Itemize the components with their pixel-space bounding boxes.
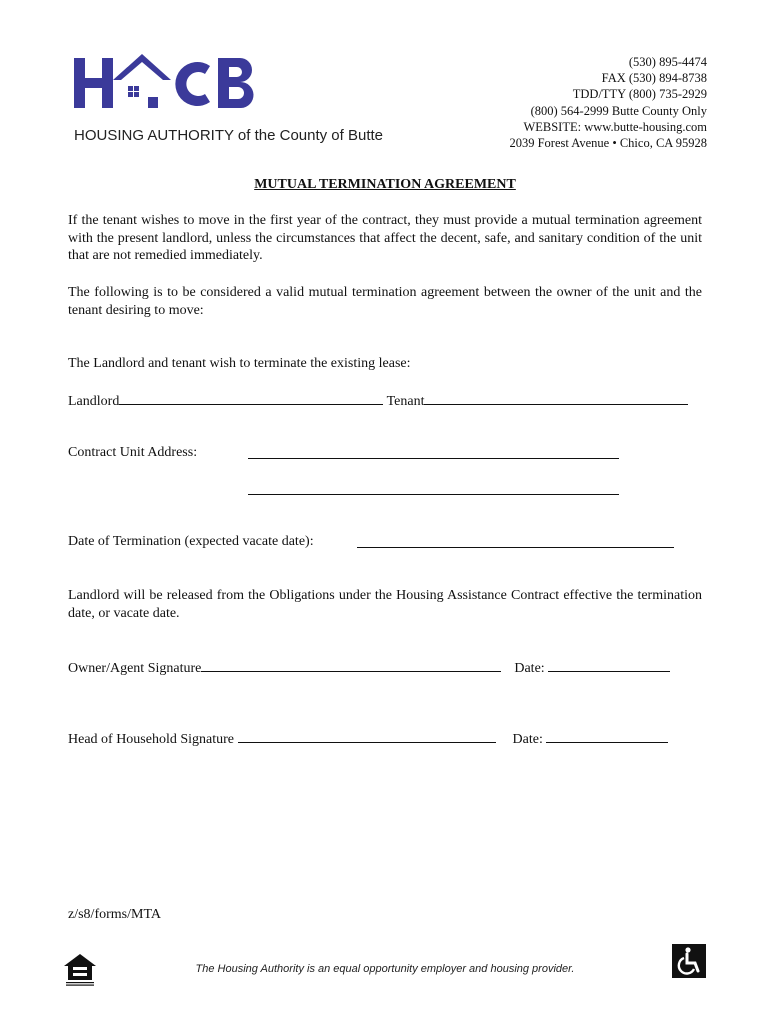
document-title: MUTUAL TERMINATION AGREEMENT [254,177,516,192]
head-signature-row [68,730,668,748]
equal-opportunity-note: The Housing Authority is an equal opportunity employer and housing provider. [195,963,575,975]
hacb-logo [72,52,262,112]
county-phone: (800) 564-2999 Butte County Only [530,103,707,118]
contact-block [509,54,707,151]
owner-signature-label: Owner/Agent Signature [68,661,202,676]
organization-name [74,127,383,144]
owner-date-field[interactable] [548,659,670,672]
landlord-label: Landlord [68,394,120,409]
logo-text: HACB [72,52,75,53]
form-code: z/s8/forms/MTA [68,907,161,922]
intro-paragraph: If the tenant wishes to move in the first year of the contract, they must provide a mutual termination agreement with the present landlord, unless the circumstances that affect the decent, safe, and sanitary condition of the unit that are not remedied immediately. [68,213,702,263]
fax: FAX (530) 894-8738 [601,71,707,86]
phone: (530) 895-4474 [628,55,707,69]
owner-date-label: Date: [514,661,545,676]
termination-date-field[interactable] [357,547,674,548]
address: 2039 Forest Avenue • Chico, CA 95928 [509,136,707,151]
wheelchair-accessibility-icon [672,944,706,978]
address-label: Contract Unit Address: [68,445,198,460]
address-field-2[interactable] [248,494,619,495]
tdd-tty: TDD/TTY (800) 735-2929 [572,87,707,102]
tenant-field[interactable] [424,392,688,405]
landlord-field[interactable] [119,392,383,405]
release-paragraph: Landlord will be released from the Obligations under the Housing Assistance Contract effective the termination date, or vacate date. [68,588,702,621]
owner-signature-field[interactable] [201,659,501,672]
agreement-paragraph: The following is to be considered a valid mutual termination agreement between the owner of the unit and the tenant desiring to move: [68,285,702,318]
landlord-tenant-row [68,392,688,410]
website: WEBSITE: www.butte-housing.com [523,119,707,134]
org-name-suffix: of the County of Butte [233,127,384,144]
tenant-label: Tenant [386,394,425,409]
head-date-label: Date: [512,732,543,747]
address-field-1[interactable] [248,458,619,459]
owner-signature-row [68,659,670,677]
head-date-field[interactable] [546,730,668,743]
head-signature-field[interactable] [238,730,496,743]
org-name-prefix: HOUSING AUTHORITY [74,127,234,144]
head-signature-label: Head of Household Signature [68,732,235,747]
termination-date-label: Date of Termination (expected vacate date): [68,534,314,549]
terminate-lease-paragraph: The Landlord and tenant wish to terminate the existing lease: [68,356,411,371]
